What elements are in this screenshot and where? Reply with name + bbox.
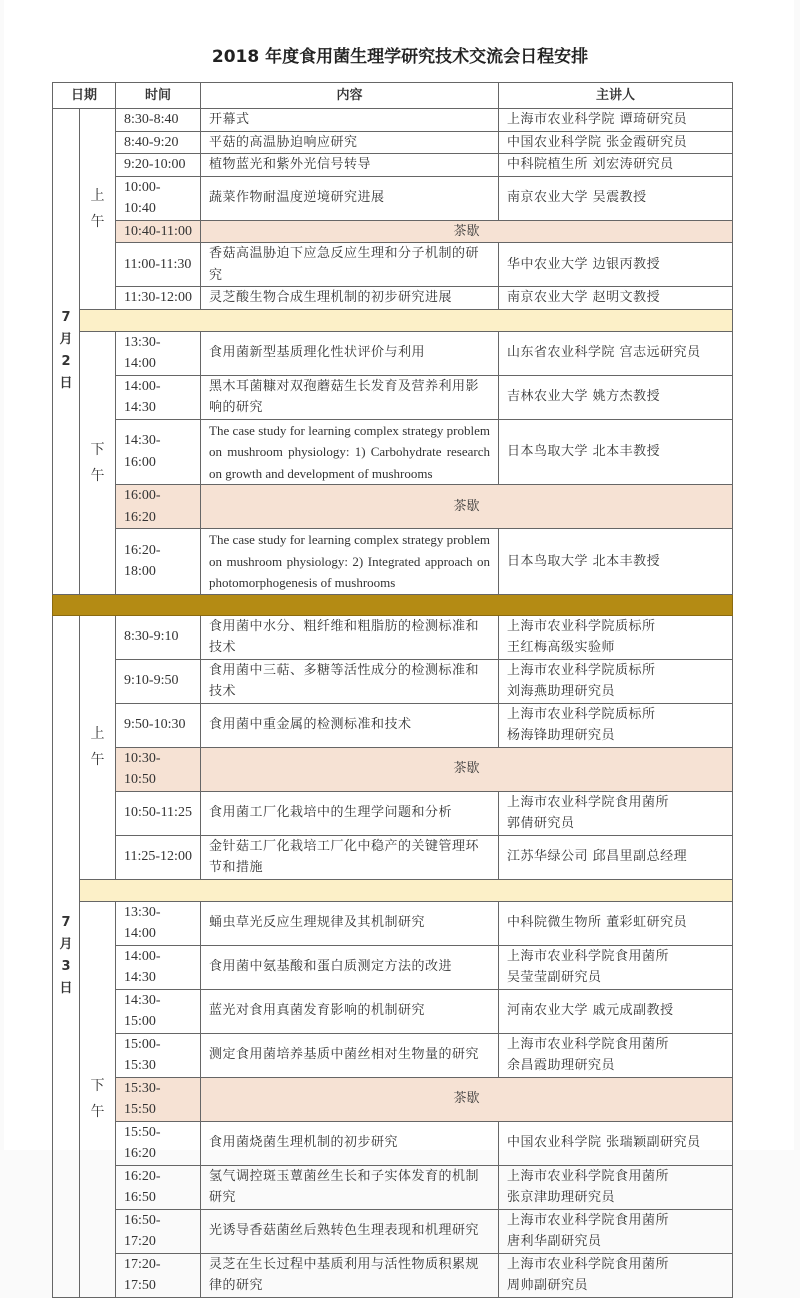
session-row (53, 176, 733, 220)
session-time: 13:30-14:00 (116, 331, 201, 375)
date-cell: 7 月 2 日 (53, 109, 80, 595)
session-topic: 灵芝酸生物合成生理机制的初步研究进展 (201, 287, 499, 310)
session-row (53, 659, 733, 703)
session-row (53, 419, 733, 485)
lunch-break-bar (80, 309, 733, 331)
session-speaker: 上海市农业科学院质标所 刘海燕助理研究员 (499, 659, 733, 703)
session-time: 14:00-14:30 (116, 375, 201, 419)
session-speaker: 中国农业科学院 张金霞研究员 (499, 131, 733, 154)
header-row (53, 83, 733, 109)
morning-period-cell: 上 午 (80, 109, 116, 310)
session-speaker: 吉林农业大学 姚方杰教授 (499, 375, 733, 419)
page-title: 2018 年度食用菌生理学研究技术交流会日程安排 (211, 47, 589, 67)
session-topic: 测定食用菌培养基质中菌丝相对生物量的研究 (201, 1033, 499, 1077)
session-topic: The case study for learning complex strategy problem on mushroom physiology: 2) Integrated approach on photomorphogenesis of mushrooms (201, 529, 499, 595)
session-speaker: 日本鸟取大学 北本丰教授 (499, 529, 733, 595)
day-separator-bar (53, 594, 733, 615)
session-topic: 氢气调控斑玉蕈菌丝生长和子实体发育的机制研究 (201, 1165, 499, 1209)
session-topic: 食用菌中氨基酸和蛋白质测定方法的改进 (201, 945, 499, 989)
session-row (53, 331, 733, 375)
session-topic: 蓝光对食用真菌发育影响的机制研究 (201, 989, 499, 1033)
session-speaker: 南京农业大学 吴震教授 (499, 176, 733, 220)
session-time: 9:20-10:00 (116, 154, 201, 177)
session-speaker: 南京农业大学 赵明文教授 (499, 287, 733, 310)
day-separator (53, 594, 733, 615)
header-time: 时间 (116, 83, 201, 109)
tea-break-label: 茶歇 (201, 220, 733, 243)
session-time: 16:50-17:20 (116, 1209, 201, 1253)
session-time: 10:50-11:25 (116, 791, 201, 835)
session-row (53, 1165, 733, 1209)
session-topic: 金针菇工厂化栽培工厂化中稳产的关键管理环节和措施 (201, 835, 499, 879)
session-speaker: 中科院植生所 刘宏涛研究员 (499, 154, 733, 177)
session-topic: 灵芝在生长过程中基质利用与活性物质积累规律的研究 (201, 1253, 499, 1297)
tea-break-label: 茶歇 (201, 1077, 733, 1121)
session-row (53, 131, 733, 154)
header-date: 日期 (53, 83, 116, 109)
session-row (53, 243, 733, 287)
session-row (53, 154, 733, 177)
header-speaker: 主讲人 (499, 83, 733, 109)
session-time: 14:30-15:00 (116, 989, 201, 1033)
session-time: 10:30-10:50 (116, 747, 201, 791)
session-time: 16:20-18:00 (116, 529, 201, 595)
session-speaker: 上海市农业科学院食用菌所 唐利华副研究员 (499, 1209, 733, 1253)
session-time: 13:30-14:00 (116, 901, 201, 945)
session-row (53, 1121, 733, 1165)
date-cell: 7 月 3 日 (53, 615, 80, 1297)
tea-break-row (53, 485, 733, 529)
session-topic: 黑木耳菌糠对双孢蘑菇生长发育及营养利用影响的研究 (201, 375, 499, 419)
session-topic: The case study for learning complex strategy problem on mushroom physiology: 1) Carbohydrate research on growth and development of mushrooms (201, 419, 499, 485)
session-speaker: 上海市农业科学院 谭琦研究员 (499, 109, 733, 132)
session-speaker: 河南农业大学 戚元成副教授 (499, 989, 733, 1033)
session-row (53, 703, 733, 747)
session-topic: 光诱导香菇菌丝后熟转色生理表现和机理研究 (201, 1209, 499, 1253)
session-row (53, 989, 733, 1033)
session-time: 14:00-14:30 (116, 945, 201, 989)
session-speaker: 上海市农业科学院食用菌所 余昌霞助理研究员 (499, 1033, 733, 1077)
session-speaker: 上海市农业科学院食用菌所 周帅副研究员 (499, 1253, 733, 1297)
lunch-break-row (53, 309, 733, 331)
session-row (53, 945, 733, 989)
session-speaker: 上海市农业科学院质标所 杨海锋助理研究员 (499, 703, 733, 747)
session-time: 9:50-10:30 (116, 703, 201, 747)
tea-break-label: 茶歇 (201, 485, 733, 529)
session-time: 16:00-16:20 (116, 485, 201, 529)
lunch-break-row (53, 879, 733, 901)
session-speaker: 上海市农业科学院质标所 王红梅高级实验师 (499, 615, 733, 659)
session-row (53, 529, 733, 595)
session-time: 9:10-9:50 (116, 659, 201, 703)
session-time: 17:20-17:50 (116, 1253, 201, 1297)
session-row (53, 901, 733, 945)
session-row (53, 109, 733, 132)
session-time: 11:30-12:00 (116, 287, 201, 310)
lunch-break-bar (80, 879, 733, 901)
morning-period-cell: 上 午 (80, 615, 116, 879)
session-row (53, 1209, 733, 1253)
tea-break-row (53, 220, 733, 243)
session-time: 11:00-11:30 (116, 243, 201, 287)
session-row (53, 1033, 733, 1077)
afternoon-period-cell: 下 午 (80, 331, 116, 594)
session-speaker: 上海市农业科学院食用菌所 吴莹莹副研究员 (499, 945, 733, 989)
session-speaker: 华中农业大学 边银丙教授 (499, 243, 733, 287)
session-speaker: 中国农业科学院 张瑞颖副研究员 (499, 1121, 733, 1165)
session-time: 10:40-11:00 (116, 220, 201, 243)
session-speaker: 山东省农业科学院 宫志远研究员 (499, 331, 733, 375)
tea-break-label: 茶歇 (201, 747, 733, 791)
session-row (53, 835, 733, 879)
session-time: 16:20-16:50 (116, 1165, 201, 1209)
tea-break-row (53, 747, 733, 791)
session-topic: 食用菌中三萜、多糖等活性成分的检测标准和技术 (201, 659, 499, 703)
session-time: 8:40-9:20 (116, 131, 201, 154)
session-time: 15:00-15:30 (116, 1033, 201, 1077)
session-speaker: 日本鸟取大学 北本丰教授 (499, 419, 733, 485)
session-topic: 平菇的高温胁迫响应研究 (201, 131, 499, 154)
session-topic: 食用菌中重金属的检测标准和技术 (201, 703, 499, 747)
session-topic: 食用菌烧菌生理机制的初步研究 (201, 1121, 499, 1165)
session-row (53, 791, 733, 835)
session-row (53, 1253, 733, 1297)
session-speaker: 上海市农业科学院食用菌所 张京津助理研究员 (499, 1165, 733, 1209)
session-topic: 香菇高温胁迫下应急反应生理和分子机制的研究 (201, 243, 499, 287)
schedule-table (52, 82, 733, 1298)
session-time: 10:00-10:40 (116, 176, 201, 220)
header-content: 内容 (201, 83, 499, 109)
session-topic: 食用菌工厂化栽培中的生理学问题和分析 (201, 791, 499, 835)
session-row (53, 375, 733, 419)
session-row (53, 287, 733, 310)
session-time: 15:50-16:20 (116, 1121, 201, 1165)
session-row (53, 615, 733, 659)
tea-break-row (53, 1077, 733, 1121)
session-topic: 植物蓝光和紫外光信号转导 (201, 154, 499, 177)
session-topic: 食用菌新型基质理化性状评价与利用 (201, 331, 499, 375)
session-topic: 蔬菜作物耐温度逆境研究进展 (201, 176, 499, 220)
session-topic: 蛹虫草光反应生理规律及其机制研究 (201, 901, 499, 945)
session-speaker: 上海市农业科学院食用菌所 郭倩研究员 (499, 791, 733, 835)
session-speaker: 江苏华绿公司 邱昌里副总经理 (499, 835, 733, 879)
session-time: 11:25-12:00 (116, 835, 201, 879)
session-topic: 食用菌中水分、粗纤维和粗脂肪的检测标准和技术 (201, 615, 499, 659)
afternoon-period-cell: 下 午 (80, 901, 116, 1297)
session-time: 15:30-15:50 (116, 1077, 201, 1121)
session-time: 8:30-9:10 (116, 615, 201, 659)
session-time: 14:30-16:00 (116, 419, 201, 485)
session-topic: 开幕式 (201, 109, 499, 132)
session-time: 8:30-8:40 (116, 109, 201, 132)
session-speaker: 中科院微生物所 董彩虹研究员 (499, 901, 733, 945)
